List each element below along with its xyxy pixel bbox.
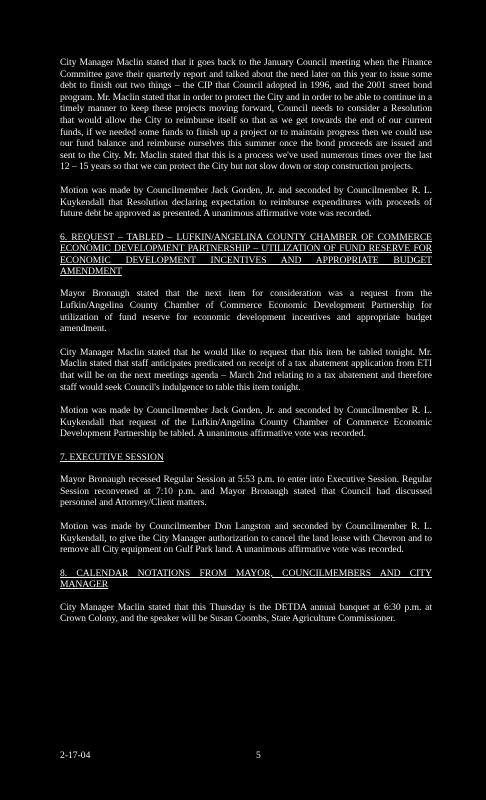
paragraph-table-request: City Manager Maclin stated that he would like to request that this item be tabled tonight. Mr. Maclin stated that staff anticipates predicated on receipt of a tax abatement application from ETI that will be on the next meetings agenda – March 2nd relating to a tax abatement and therefore staff would seek Council's indulgence to table this item tonight. <box>60 346 432 393</box>
paragraph-bond-reimbursement: City Manager Maclin stated that it goes back to the January Council meeting when the Finance Committee gave their quarterly report and talked about the need later on this year to issue some debt to finish out two things – the CIP that Council adopted in 1996, and the 2001 street bond program. Mr. Maclin stated that in order to protect the City and in order to be able to continue in a timely manner to keep these projects moving forward, Council needs to consider a Resolution that would allow the City to reimburse itself so that as we get towards the end of our current funds, if we needed some funds to finish up a project or to maintain progress then we could use our fund balance and reimburse ourselves this summer once the bond proceeds are issued and sent to the City. Mr. Maclin stated that this is a process we've used numerous times over the last 12 – 15 years so that we can protect the City but not slow down or stop construction projects. <box>60 57 432 173</box>
section-heading-8: 8. CALENDAR NOTATIONS FROM MAYOR, COUNCILMEMBERS AND CITY MANAGER <box>60 567 432 591</box>
paragraph-motion-land-lease: Motion was made by Councilmember Don Langston and seconded by Councilmember R. L. Kuykendall, to give the City Manager authorization to cancel the land lease with Chevron and to remove all City equipment on Gulf Park land. A unanimous affirmative vote was recorded. <box>60 521 432 556</box>
section-heading-7: 7. EXECUTIVE SESSION <box>60 451 164 463</box>
paragraph-motion-table: Motion was made by Councilmember Jack Gorden, Jr. and seconded by Councilmember R. L. Kuykendall that request of the Lufkin/Angelina County Chamber of Commerce Economic Development Partnership be tabled. A unanimous affirmative vote was recorded. <box>60 405 432 440</box>
paragraph-executive-session: Mayor Bronaugh recessed Regular Session at 5:53 p.m. to enter into Executive Session. Regular Session reconvened at 7:10 p.m. and Mayor Bronaugh stated that Council had discussed personnel and Attorney/Client matters. <box>60 474 432 509</box>
footer-page-number: 5 <box>256 750 261 761</box>
section-heading-6: 6. REQUEST – TABLED – LUFKIN/ANGELINA COUNTY CHAMBER OF COMMERCE ECONOMIC DEVELOPMENT PARTNERSHIP – UTILIZATION OF FUND RESERVE FOR ECONOMIC DEVELOPMENT INCENTIVES AND APPROPRIATE BUDGET AMENDMENT <box>60 231 432 277</box>
paragraph-chamber-request: Mayor Bronaugh stated that the next item for consideration was a request from the Lufkin/Angelina County Chamber of Commerce Economic Development Partnership for utilization of fund reserve for economic development incentives and appropriate budget amendment. <box>60 288 432 335</box>
footer-date: 2-17-04 <box>60 750 91 761</box>
paragraph-motion-resolution: Motion was made by Councilmember Jack Gorden, Jr. and seconded by Councilmember R. L. Kuykendall that Resolution declaring expectation to reimburse expenditures with proceeds of future debt be approved as presented. A unanimous affirmative vote was recorded. <box>60 184 432 220</box>
paragraph-calendar-notation: City Manager Maclin stated that this Thursday is the DETDA annual banquet at 6:30 p.m. at Crown Colony, and the speaker will be Susan Coombs, State Agriculture Commissioner. <box>60 601 432 625</box>
